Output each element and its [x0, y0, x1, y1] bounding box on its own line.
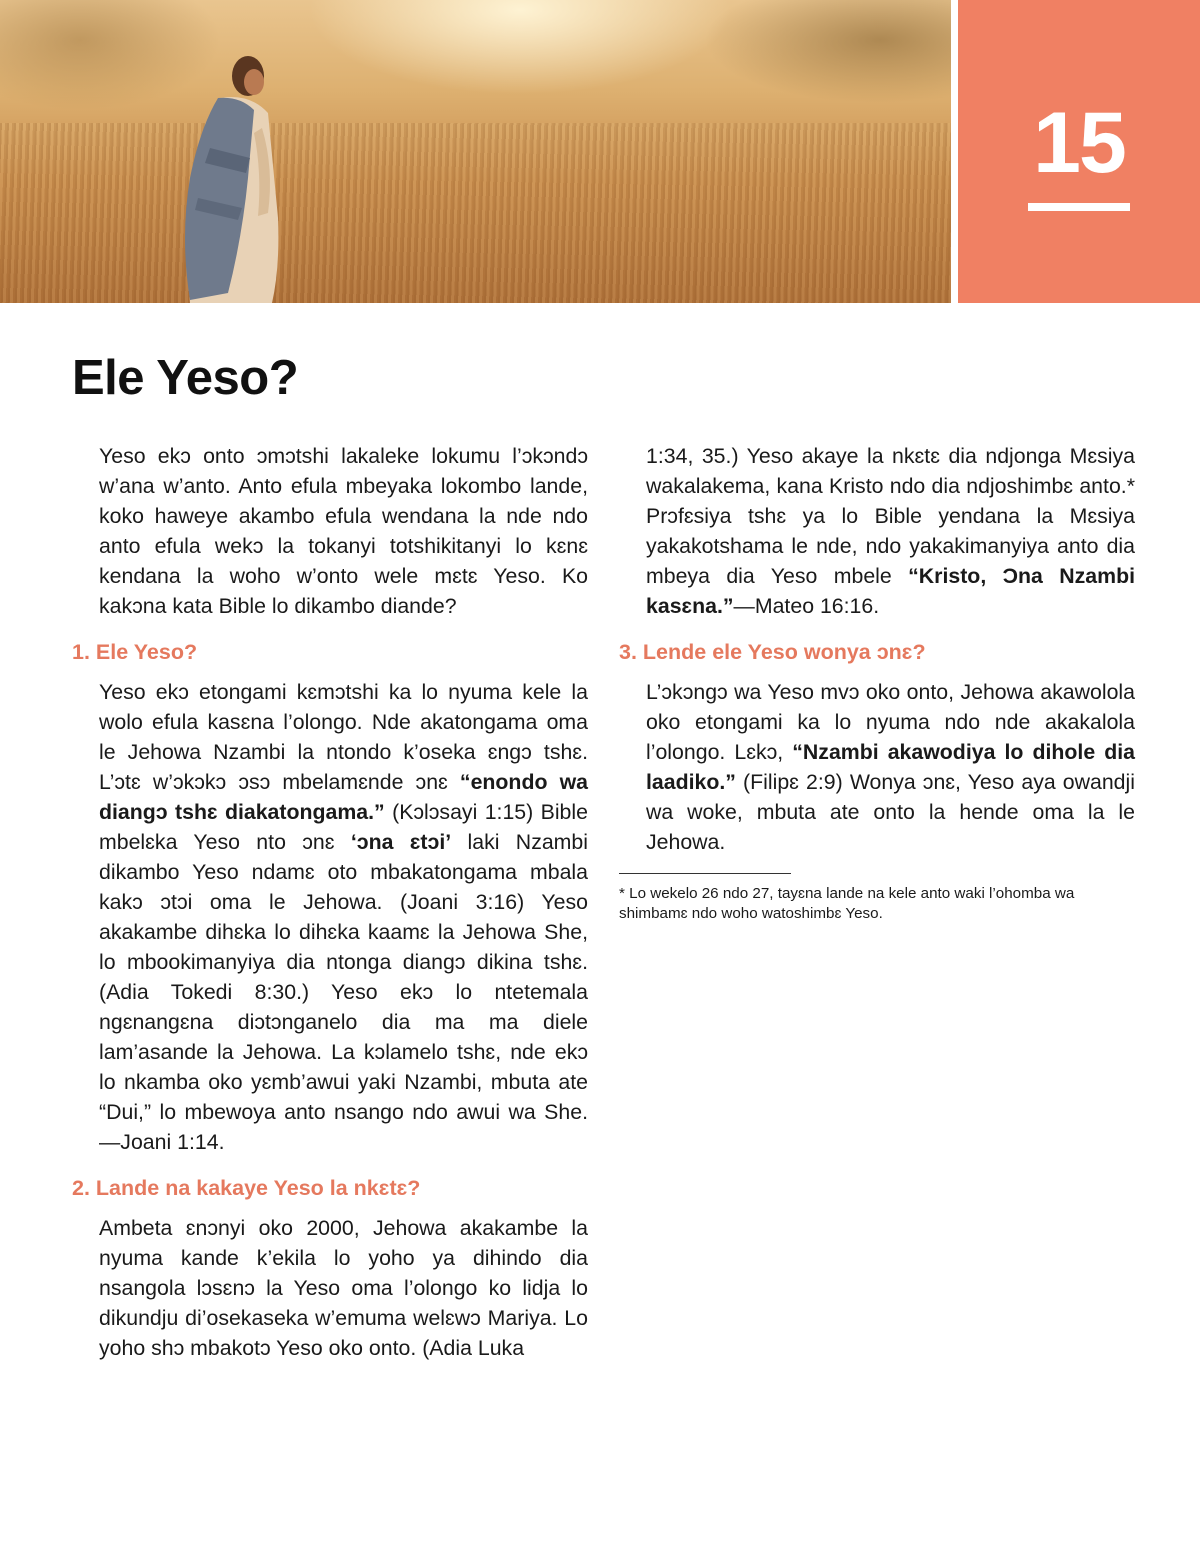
section-1-quote-1: “enondo wa diangɔ tshɛ diakatongama.” [99, 770, 588, 824]
footnote: * Lo wekelo 26 ndo 27, tayɛna lande na kele anto waki l’ohomba wa shimbamɛ ndo woho watoshimbɛ Yeso. [619, 885, 1075, 922]
left-column [72, 441, 588, 1363]
section-3-heading: 3. Lende ele Yeso wonya ɔnɛ? [619, 640, 926, 664]
section-1-paragraph: Yeso ekɔ etongami kɛmɔtshi ka lo nyuma kele la wolo efula kasɛna l’olongo. Nde akatongama oma le Jehowa Nzambi la ntondo k’oseka ɛngɔ tshɛ. L’ɔtɛ w’ɔkɔkɔ ɔsɔ mbelamɛnde ɔnɛ “enondo wa diangɔ tshɛ diakatongama.” (Kɔlɔsayi 1:15) Bible mbelɛka Yeso nto ɔnɛ ‘ɔna ɛtɔi’ laki Nzambi dikambo Yeso ndamɛ oto mbakatongama mbala kakɔ ɔtɔi oma le Jehowa. (Joani 3:16) Yeso akakambe dihɛka lo dihɛka kaamɛ la Jehowa She, lo mbookimanyiya dia ntonga diangɔ dikina tshɛ. (Adia Tokedi 8:30.) Yeso ekɔ lo ntetemala ngɛnangɛna diɔtɔnganelo dia ma ma diele lam’asande la Jehowa. La kɔlamelo tshɛ, nde ekɔ lo nkamba oko yɛmb’awui yaki Nzambi, mbuta ate “Dui,” lo mbewoya anto nsango ndo awui wa She.—Joani 1:14. [99, 680, 588, 1154]
chapter-number: 15 [1033, 95, 1125, 191]
section-1-heading: 1. Ele Yeso? [72, 640, 198, 664]
page-title: Ele Yeso? [72, 351, 299, 405]
footnote-divider [619, 873, 791, 874]
section-2-quote: “Kristo, Ɔna Nzambi kasɛna.” [646, 564, 1135, 618]
hero-photo [0, 0, 951, 303]
section-3-paragraph: L’ɔkɔngɔ wa Yeso mvɔ oko onto, Jehowa akawolola oko etongami ka lo nyuma ndo nde akakalola l’olongo. Lɛkɔ, “Nzambi akawodiya lo dihole dia laadiko.” (Filipɛ 2:9) Wonya ɔnɛ, Yeso aya owandji wa woke, mbuta ate onto la hende oma la le Jehowa. [646, 680, 1135, 854]
intro-paragraph: Yeso ekɔ onto ɔmɔtshi lakaleke lokumu l’ɔkɔndɔ w’ana w’anto. Anto efula mbeyaka lokombo lande, koko haweye akambo efula wendana la nde ndo anto efula wekɔ la tokanyi totshikitanyi lo kɛnɛ kendana la woho w’onto wele mɛtɛ Yeso. Ko kakɔna kata Bible lo dikambo diande? [99, 444, 588, 618]
section-1-quote-2: ‘ɔna ɛtɔi’ [350, 830, 452, 854]
right-column [619, 441, 1135, 924]
jesus-walking-figure-icon [150, 38, 290, 303]
section-2-heading: 2. Lande na kakaye Yeso la nkɛtɛ? [72, 1176, 421, 1200]
chapter-badge [958, 0, 1200, 303]
section-2-paragraph-start: Ambeta ɛnɔnyi oko 2000, Jehowa akakambe la nyuma kande k’ekila lo yoho ya dihindo dia nsangola lɔsɛnɔ la Yeso oma l’olongo ko lidja lo dikundju di’osekaseka w’emuma welɛwɔ Mariya. Lo yoho shɔ mbakotɔ Yeso oko onto. (Adia Luka [99, 1216, 588, 1360]
field-grass [0, 123, 951, 303]
section-2-paragraph-cont: 1:34, 35.) Yeso akaye la nkɛtɛ dia ndjonga Mɛsiya wakalakema, kana Kristo ndo dia ndjoshimbɛ anto.* Prɔfɛsiya tshɛ ya lo Bible yendana la Mɛsiya yakakotshama le nde, ndo yakakimanyiya anto dia mbeya dia Yeso mbele “Kristo, Ɔna Nzambi kasɛna.”—Mateo 16:16. [646, 444, 1135, 618]
chapter-underline [1028, 203, 1130, 211]
section-3-quote: “Nzambi akawodiya lo dihole dia laadiko.” [646, 740, 1135, 794]
